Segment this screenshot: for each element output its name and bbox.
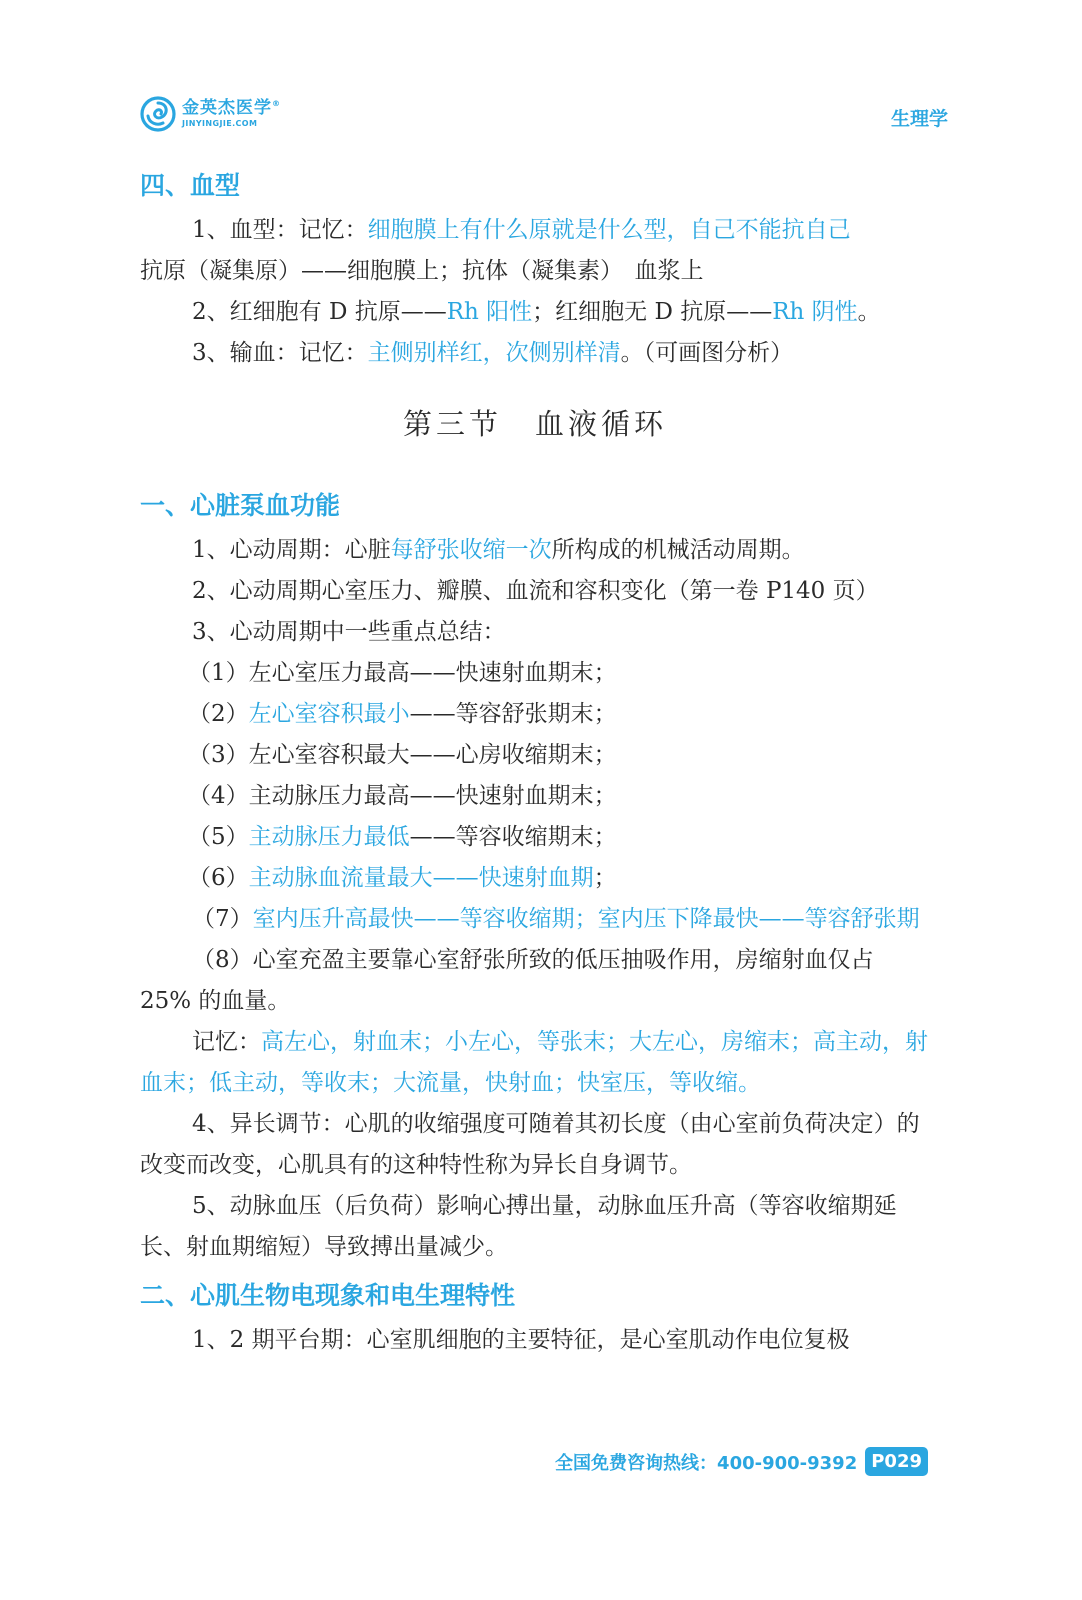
highlight-text: 细胞膜上有什么原就是什么型，自己不能抗自己: [367, 217, 851, 243]
paragraph-blood-type-1: [140, 210, 930, 251]
heading-heart-pump: 一、心脏泵血功能: [140, 491, 341, 520]
list-item-4: （4）主动脉压力最高——快速射血期末；: [188, 783, 617, 809]
paragraph-afterload: 5、动脉血压（后负荷）影响心搏出量，动脉血压升高（等容收缩期延长、射血期缩短）导致搏出量减少。: [140, 1193, 897, 1260]
list-item-7: [140, 899, 930, 940]
text: （7）: [192, 906, 253, 932]
highlight-text: 主侧别样红，次侧别样清: [367, 340, 621, 366]
list-item-2: [140, 694, 930, 735]
page-content: [140, 166, 930, 1361]
heading-blood-type: 四、血型: [140, 171, 241, 200]
text: （2）: [188, 701, 249, 727]
text: 1、心动周期：心脏: [192, 537, 391, 563]
text: 1、血型：记忆：: [192, 217, 368, 243]
highlight-text: 主动脉血流量最大——快速射血期: [248, 865, 594, 891]
text: ——等容收缩期末；: [409, 824, 617, 850]
paragraph-plateau-phase: 1、2 期平台期：心室肌细胞的主要特征，是心室肌动作电位复极: [192, 1327, 850, 1353]
paragraph-antigen-antibody: 抗原（凝集原）——细胞膜上；抗体（凝集素） 血浆上: [140, 258, 704, 284]
highlight-text: 主动脉压力最低: [248, 824, 410, 850]
highlight-text: 每舒张收缩一次: [390, 537, 552, 563]
page-header: [140, 96, 948, 140]
text: （6）: [188, 865, 249, 891]
text: 3、输血：记忆：: [192, 340, 368, 366]
list-item-5: [140, 817, 930, 858]
hotline-text: 全国免费咨询热线：400-900-9392: [555, 1452, 858, 1474]
paragraph-heterometric-regulation: 4、异长调节：心肌的收缩强度可随着其初长度（由心室前负荷决定）的改变而改变，心肌具有的这种特性称为异长自身调节。: [140, 1111, 920, 1178]
logo: [140, 96, 281, 132]
logo-english-name: JINYINGJIE.COM: [182, 119, 258, 128]
paragraph-key-points: 3、心动周期中一些重点总结：: [192, 619, 506, 645]
paragraph-transfusion: [140, 333, 930, 374]
text: 。（可画图分析）: [620, 340, 794, 366]
subject-label: 生理学: [890, 108, 948, 130]
list-item-1: （1）左心室压力最高——快速射血期末；: [188, 660, 617, 686]
list-item-6: [140, 858, 930, 899]
highlight-text: Rh 阳性: [446, 299, 533, 325]
text: 。: [857, 299, 881, 325]
highlight-text: 左心室容积最小: [248, 701, 410, 727]
text: ；: [593, 865, 617, 891]
paragraph-mnemonic: [140, 1022, 930, 1104]
paragraph-cardiac-cycle: [140, 530, 930, 571]
heading-electrophysiology: 二、心肌生物电现象和电生理特性: [140, 1281, 516, 1310]
list-item-8: （8）心室充盈主要靠心室舒张所致的低压抽吸作用，房缩射血仅占 25% 的血量。: [140, 947, 874, 1014]
text: ——等容舒张期末；: [409, 701, 617, 727]
text: （5）: [188, 824, 249, 850]
registered-mark: ®: [272, 99, 281, 108]
text: ；红细胞无 D 抗原——: [532, 299, 773, 325]
logo-chinese-name: 金英杰医学: [182, 98, 272, 118]
highlight-text: 。: [738, 1070, 761, 1096]
highlight-text: 室内压升高最快——等容收缩期: [252, 906, 575, 932]
page-number-badge: P029: [865, 1447, 928, 1476]
text: 记忆：: [192, 1029, 261, 1055]
list-item-3: （3）左心室容积最大——心房收缩期末；: [188, 742, 617, 768]
highlight-text: ；: [574, 906, 598, 932]
section-title: 第三节 血液循环: [402, 407, 667, 441]
text: 2、红细胞有 D 抗原——: [192, 299, 447, 325]
paragraph-cycle-changes: 2、心动周期心室压力、瓣膜、血流和容积变化（第一卷 P140 页）: [192, 578, 879, 604]
logo-swirl-icon: [140, 96, 176, 132]
text: 所构成的机械活动周期。: [551, 537, 805, 563]
highlight-text: Rh 阴性: [772, 299, 858, 325]
highlight-text: 室内压下降最快——等容舒张期: [597, 906, 920, 932]
page-footer: [555, 1447, 928, 1476]
paragraph-rh: [140, 292, 930, 333]
highlight-text: 高左心，射血末；小左心，等张末；大左心，房缩末；高主动，射血末；低主动，等收末；大流量，快射血；快室压，等收缩: [140, 1029, 928, 1096]
